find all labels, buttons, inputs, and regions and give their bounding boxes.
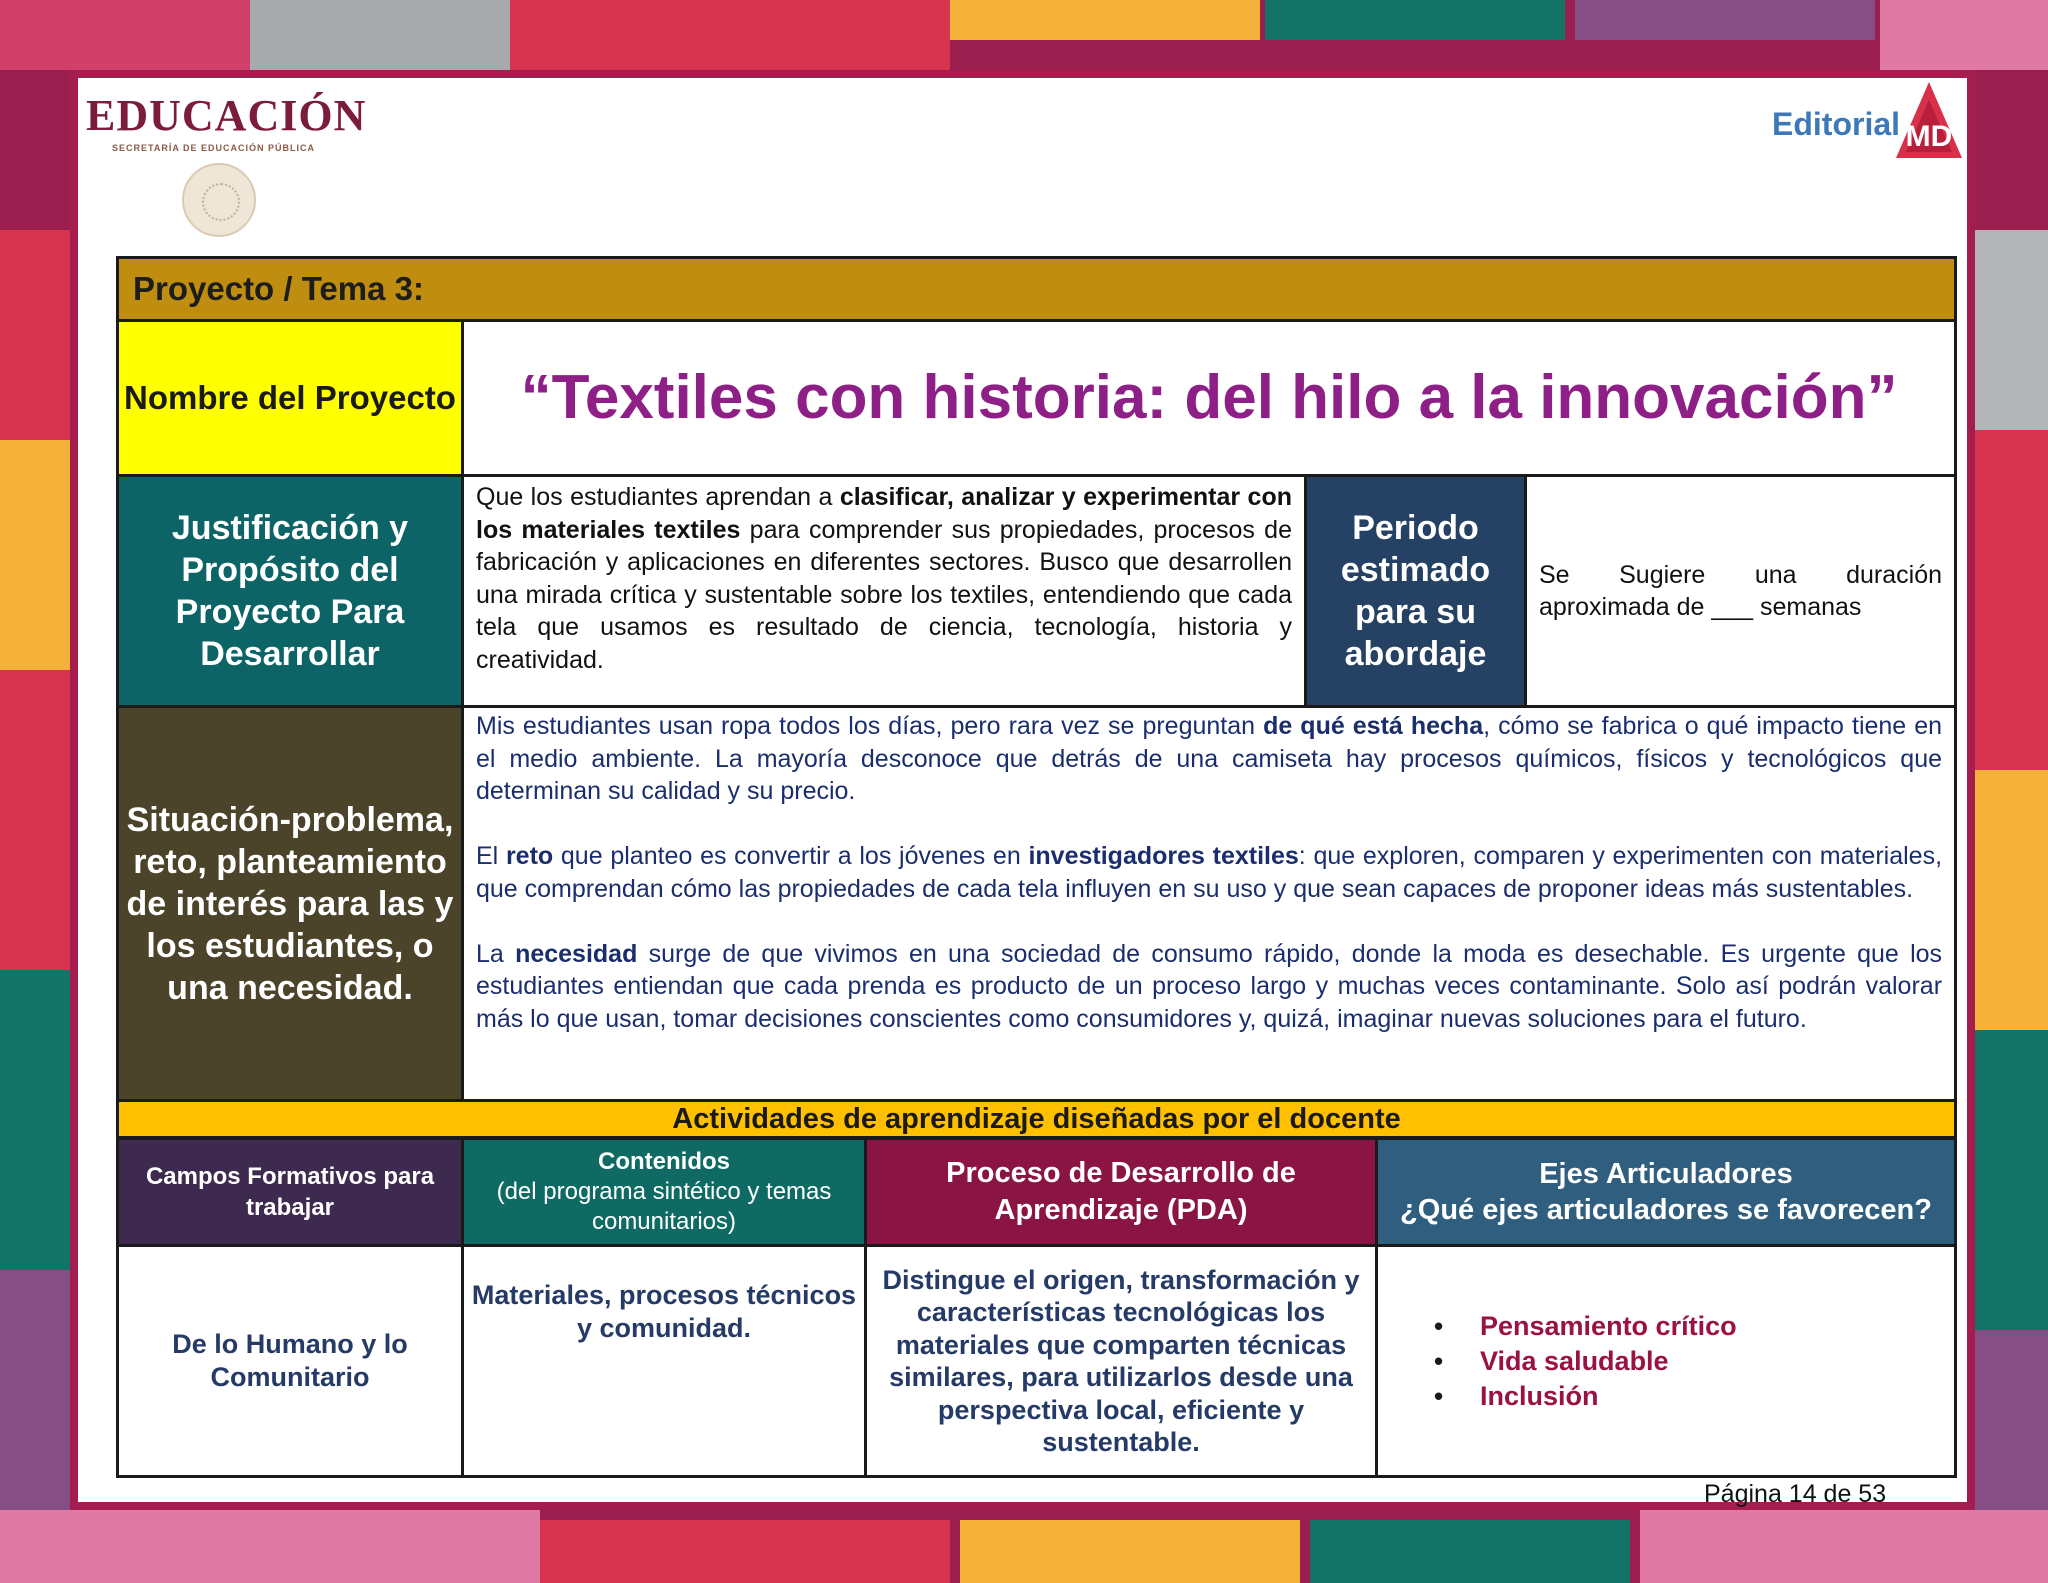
editorial-logo: Editorial xyxy=(1772,106,1901,142)
campos-formativos-header: Campos Formativos para trabajar xyxy=(118,1139,463,1246)
period-label: Periodo estimado para su abordaje xyxy=(1306,476,1526,707)
need-paragraph: La necesidad surge de que vivimos en una sociedad de consumo rápido, donde la moda es desechable. Es urgente que los estudiantes entiendan que cada prenda es producto de un proceso largo y muchas veces contaminante. Solo así podrán valorar más lo que usan, tomar decisiones conscientes como consumidores y, quizá, imaginar nuevas soluciones para el futuro. xyxy=(476,939,1943,1033)
educacion-logo-subtitle: SECRETARÍA DE EDUCACIÓN PÚBLICA xyxy=(112,143,316,153)
project-name-label: Nombre del Proyecto xyxy=(118,321,463,476)
situation-label: Situación-problema, reto, planteamiento de interés para las y los estudiantes, o una necesidad. xyxy=(118,707,463,1101)
pda-value: Distingue el origen, transformación y características tecnológicas los materiales que comparten técnicas similares, para utilizarlos desde una perspectiva local, eficiente y sustentable. xyxy=(866,1246,1377,1477)
page-number: Página 14 de 53 xyxy=(1704,1480,1887,1508)
ejes-list xyxy=(1434,1309,1954,1414)
ejes-header-title: Ejes Articuladores xyxy=(1539,1158,1793,1190)
project-table xyxy=(116,256,1957,1139)
project-title: “Textiles con historia: del hilo a la innovación” xyxy=(463,321,1956,476)
pda-header: Proceso de Desarrollo de Aprendizaje (PDA) xyxy=(866,1139,1377,1246)
editorial-md-logo-icon xyxy=(1896,82,1962,158)
activities-table xyxy=(116,1137,1957,1478)
justification-label: Justificación y Propósito del Proyecto Para Desarrollar xyxy=(118,476,463,707)
educacion-logo: EDUCACIÓN xyxy=(86,91,367,140)
challenge-paragraph: El reto que planteo es convertir a los jóvenes en investigadores textiles: que exploren, comparen y experimenten con materiales, que comprendan cómo las propiedades de cada tela influyen en su uso y que sean capaces de proponer ideas más sustentables. xyxy=(476,842,1943,903)
project-header: Proyecto / Tema 3: xyxy=(118,258,1956,321)
national-seal-icon xyxy=(182,163,256,237)
activities-header: Actividades de aprendizaje diseñadas por el docente xyxy=(118,1101,1956,1138)
period-text: Se Sugiere una duración aproximada de ___ semanas xyxy=(1526,476,1956,707)
contenidos-value: Materiales, procesos técnicos y comunidad. xyxy=(463,1246,866,1477)
list-item: • Vida saludable xyxy=(1434,1344,1954,1379)
contenidos-header-title: Contenidos xyxy=(598,1148,730,1175)
ejes-header-question: ¿Qué ejes articuladores se favorecen? xyxy=(1400,1194,1932,1226)
contenidos-header-subtitle: (del programa sintético y temas comunitarios) xyxy=(496,1178,832,1235)
situation-paragraph: Mis estudiantes usan ropa todos los días, pero rara vez se preguntan de qué está hecha, cómo se fabrica o qué impacto tiene en el medio ambiente. La mayoría desconoce que detrás de una camiseta hay procesos químicos, físicos y tecnológicos que determinan su calidad y su precio. xyxy=(476,712,1943,805)
ejes-list-cell xyxy=(1377,1246,1956,1477)
situation-text xyxy=(463,707,1956,1101)
contenidos-header xyxy=(463,1139,866,1246)
ejes-header xyxy=(1377,1139,1956,1246)
md-mark-text: MD xyxy=(1905,120,1953,153)
list-item: • Inclusión xyxy=(1434,1379,1954,1414)
justification-text: Que los estudiantes aprendan a clasificar, analizar y experimentar con los materiales textiles para comprender sus propiedades, procesos de fabricación y aplicaciones en diferentes sectores. Busco que desarrollen una mirada crítica y sustentable sobre los textiles, entendiendo que cada tela que usamos es resultado de ciencia, tecnología, historia y creatividad. xyxy=(463,476,1306,707)
list-item: • Pensamiento crítico xyxy=(1434,1309,1954,1344)
campos-formativos-value: De lo Humano y lo Comunitario xyxy=(118,1246,463,1477)
